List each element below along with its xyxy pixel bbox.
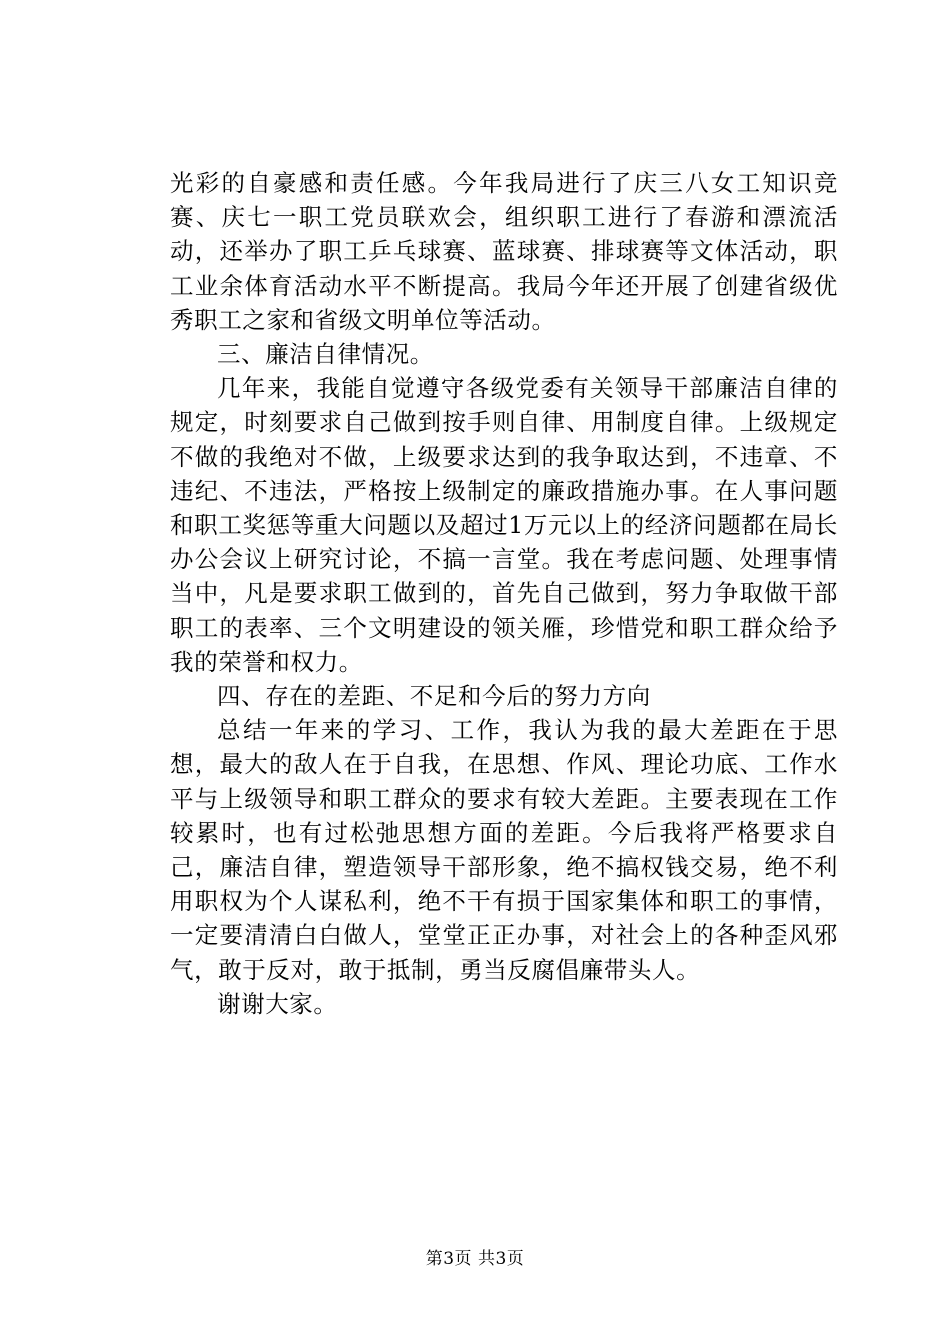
page-footer: 第3页 共3页 xyxy=(425,1249,525,1269)
document-body xyxy=(170,166,838,1021)
paragraph-continuation: 光彩的自豪感和责任感。今年我局进行了庆三八女工知识竞赛、庆七一职工党员联欢会，组织职工进行了春游和漂流活动，还举办了职工乒乓球赛、蓝球赛、排球赛等文体活动，职工业余体育活动水平不断提高。我局今年还开展了创建省级优秀职工之家和省级文明单位等活动。 xyxy=(170,169,838,334)
paragraph-integrity: 几年来，我能自觉遵守各级党委有关领导干部廉洁自律的规定，时刻要求自己做到按手则自律、用制度自律。上级规定不做的我绝对不做，上级要求达到的我争取达到，不违章、不违纪、不违法，严格按上级制定的廉政措施办事。在人事问题和职工奖惩等重大问题以及超过1万元以上的经济问题都在局长办公会议上研究讨论，不搞一言堂。我在考虑问题、处理事情当中，凡是要求职工做到的，首先自己做到，努力争取做干部职工的表率、三个文明建设的领关雁，珍惜党和职工群众给予我的荣誉和权力。 xyxy=(170,374,838,676)
section-heading-shortcomings: 四、存在的差距、不足和今后的努力方向 xyxy=(217,682,651,711)
paragraph-closing: 谢谢大家。 xyxy=(217,989,338,1018)
paragraph-shortcomings: 总结一年来的学习、工作，我认为我的最大差距在于思想，最大的敌人在于自我，在思想、作风、理论功底、工作水平与上级领导和职工群众的要求有较大差距。主要表现在工作较累时，也有过松弛思想方面的差距。今后我将严格要求自己，廉洁自律，塑造领导干部形象，绝不搞权钱交易，绝不利用职权为个人谋私利，绝不干有损于国家集体和职工的事情，一定要清清白白做人，堂堂正正办事，对社会上的各种歪风邪气，敢于反对，敢于抵制，勇当反腐倡廉带头人。 xyxy=(170,716,838,984)
section-heading-integrity: 三、廉洁自律情况。 xyxy=(217,340,434,369)
